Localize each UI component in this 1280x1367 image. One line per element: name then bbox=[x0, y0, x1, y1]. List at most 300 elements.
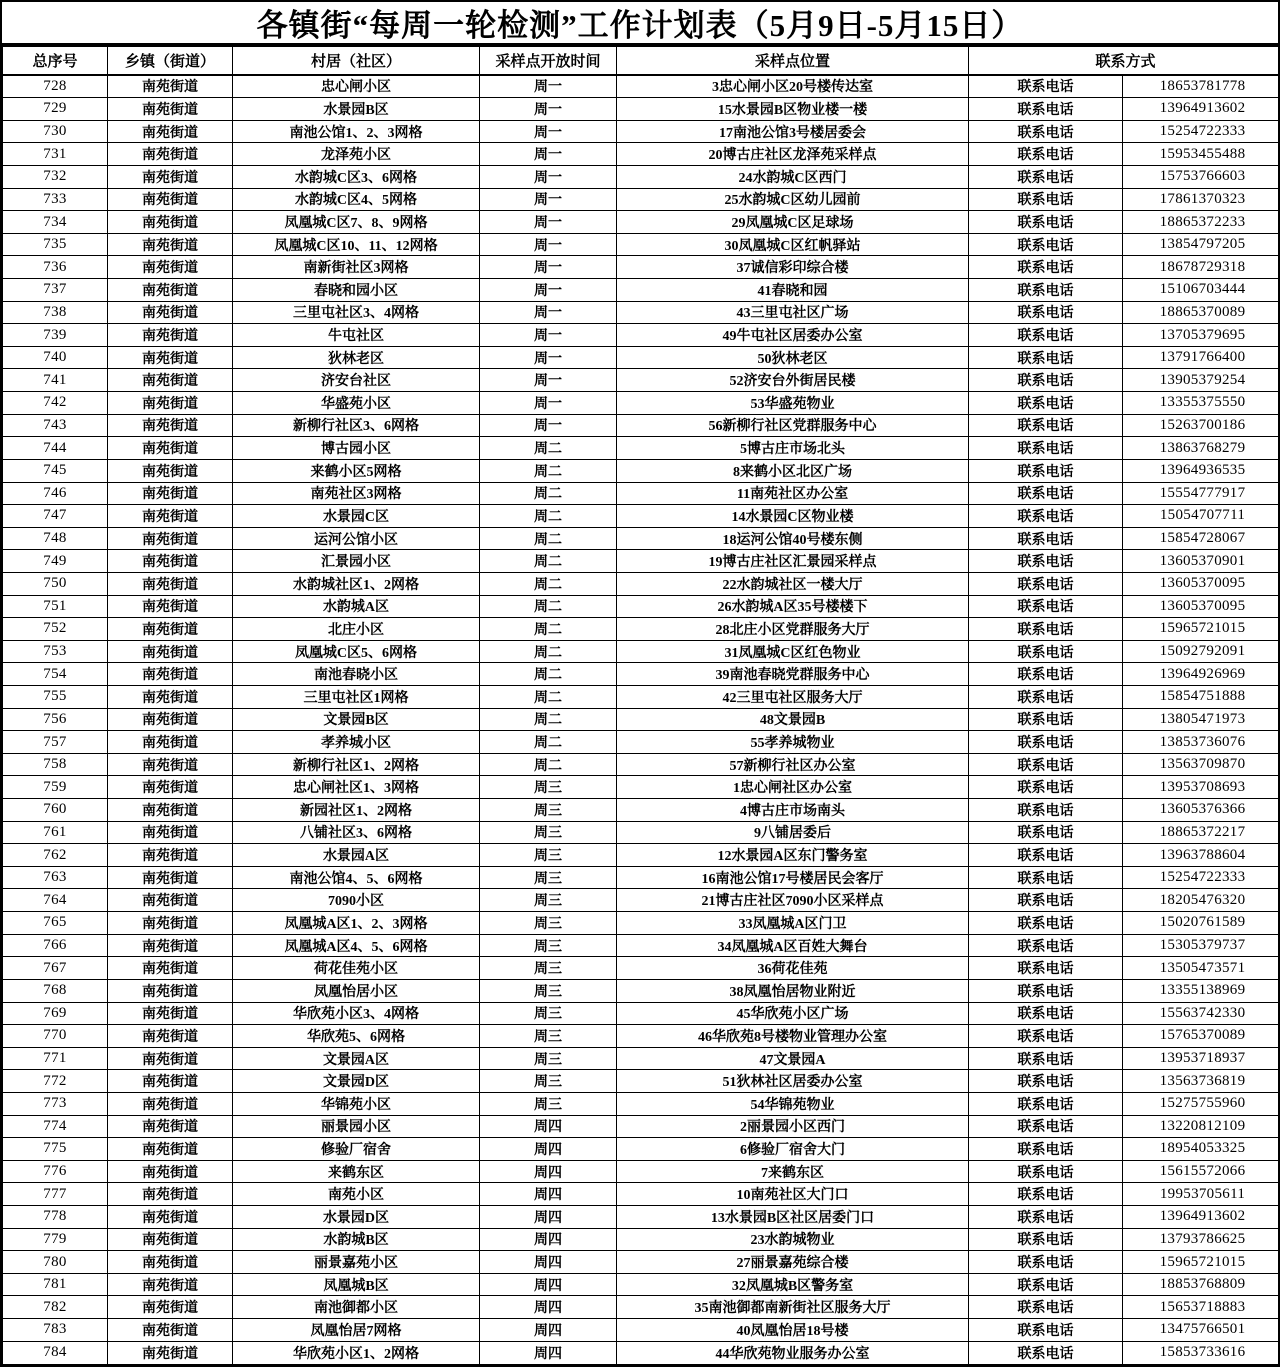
table-row bbox=[3, 188, 1280, 211]
cell-village: 丽景嘉苑小区 bbox=[233, 1251, 480, 1274]
cell-contact-label: 联系电话 bbox=[969, 256, 1123, 279]
cell-location: 16南池公馆17号楼居民会客厅 bbox=[617, 866, 969, 889]
cell-phone: 13705379695 bbox=[1123, 324, 1280, 347]
cell-township: 南苑街道 bbox=[108, 1319, 233, 1342]
cell-location: 49牛屯社区居委办公室 bbox=[617, 324, 969, 347]
cell-location: 1忠心闸社区办公室 bbox=[617, 776, 969, 799]
cell-open-day: 周一 bbox=[480, 165, 617, 188]
cell-contact-label: 联系电话 bbox=[969, 1115, 1123, 1138]
table-row bbox=[3, 75, 1280, 98]
cell-phone: 15953455488 bbox=[1123, 143, 1280, 166]
cell-contact-label: 联系电话 bbox=[969, 618, 1123, 641]
cell-village: 文景园B区 bbox=[233, 708, 480, 731]
table-row bbox=[3, 1296, 1280, 1319]
cell-village: 龙泽苑小区 bbox=[233, 143, 480, 166]
cell-phone: 13854797205 bbox=[1123, 233, 1280, 256]
cell-serial: 741 bbox=[3, 369, 108, 392]
cell-open-day: 周四 bbox=[480, 1228, 617, 1251]
cell-township: 南苑街道 bbox=[108, 979, 233, 1002]
cell-location: 40凤凰怡居18号楼 bbox=[617, 1319, 969, 1342]
cell-contact-label: 联系电话 bbox=[969, 459, 1123, 482]
cell-phone: 13505473571 bbox=[1123, 957, 1280, 980]
cell-township: 南苑街道 bbox=[108, 640, 233, 663]
cell-location: 9八铺居委后 bbox=[617, 821, 969, 844]
cell-township: 南苑街道 bbox=[108, 346, 233, 369]
cell-open-day: 周四 bbox=[480, 1251, 617, 1274]
cell-contact-label: 联系电话 bbox=[969, 572, 1123, 595]
cell-township: 南苑街道 bbox=[108, 1183, 233, 1206]
cell-phone: 13355375550 bbox=[1123, 392, 1280, 415]
cell-township: 南苑街道 bbox=[108, 572, 233, 595]
table-row bbox=[3, 527, 1280, 550]
cell-township: 南苑街道 bbox=[108, 595, 233, 618]
table-row bbox=[3, 550, 1280, 573]
table-row bbox=[3, 572, 1280, 595]
cell-phone: 18865372217 bbox=[1123, 821, 1280, 844]
table-row bbox=[3, 279, 1280, 302]
cell-township: 南苑街道 bbox=[108, 369, 233, 392]
cell-village: 南池公馆4、5、6网格 bbox=[233, 866, 480, 889]
cell-township: 南苑街道 bbox=[108, 1273, 233, 1296]
cell-phone: 13964913602 bbox=[1123, 98, 1280, 121]
cell-township: 南苑街道 bbox=[108, 98, 233, 121]
table-row bbox=[3, 618, 1280, 641]
cell-contact-label: 联系电话 bbox=[969, 1138, 1123, 1161]
cell-township: 南苑街道 bbox=[108, 821, 233, 844]
cell-open-day: 周二 bbox=[480, 686, 617, 709]
cell-township: 南苑街道 bbox=[108, 392, 233, 415]
cell-serial: 763 bbox=[3, 866, 108, 889]
cell-contact-label: 联系电话 bbox=[969, 392, 1123, 415]
cell-contact-label: 联系电话 bbox=[969, 165, 1123, 188]
cell-township: 南苑街道 bbox=[108, 663, 233, 686]
cell-open-day: 周二 bbox=[480, 437, 617, 460]
cell-contact-label: 联系电话 bbox=[969, 1319, 1123, 1342]
cell-phone: 15263700186 bbox=[1123, 414, 1280, 437]
cell-serial: 755 bbox=[3, 686, 108, 709]
cell-phone: 15254722333 bbox=[1123, 866, 1280, 889]
table-row bbox=[3, 640, 1280, 663]
cell-township: 南苑街道 bbox=[108, 527, 233, 550]
cell-serial: 774 bbox=[3, 1115, 108, 1138]
cell-location: 7来鹤东区 bbox=[617, 1160, 969, 1183]
cell-contact-label: 联系电话 bbox=[969, 527, 1123, 550]
cell-open-day: 周二 bbox=[480, 527, 617, 550]
table-row bbox=[3, 414, 1280, 437]
cell-phone: 18853768809 bbox=[1123, 1273, 1280, 1296]
table-row bbox=[3, 708, 1280, 731]
cell-phone: 13953708693 bbox=[1123, 776, 1280, 799]
cell-township: 南苑街道 bbox=[108, 256, 233, 279]
cell-village: 凤凰怡居小区 bbox=[233, 979, 480, 1002]
col-header-village: 村居（社区） bbox=[233, 47, 480, 75]
table-row bbox=[3, 1047, 1280, 1070]
cell-open-day: 周三 bbox=[480, 957, 617, 980]
cell-contact-label: 联系电话 bbox=[969, 414, 1123, 437]
cell-contact-label: 联系电话 bbox=[969, 143, 1123, 166]
plan-table bbox=[2, 46, 1280, 1365]
cell-village: 水韵城C区4、5网格 bbox=[233, 188, 480, 211]
cell-serial: 761 bbox=[3, 821, 108, 844]
cell-serial: 781 bbox=[3, 1273, 108, 1296]
cell-phone: 18653781778 bbox=[1123, 75, 1280, 98]
cell-phone: 15615572066 bbox=[1123, 1160, 1280, 1183]
table-row bbox=[3, 324, 1280, 347]
cell-contact-label: 联系电话 bbox=[969, 1002, 1123, 1025]
cell-serial: 783 bbox=[3, 1319, 108, 1342]
cell-contact-label: 联系电话 bbox=[969, 188, 1123, 211]
cell-serial: 758 bbox=[3, 753, 108, 776]
cell-location: 19博古庄社区汇景园采样点 bbox=[617, 550, 969, 573]
cell-location: 26水韵城A区35号楼楼下 bbox=[617, 595, 969, 618]
cell-location: 14水景园C区物业楼 bbox=[617, 505, 969, 528]
cell-village: 新柳行社区3、6网格 bbox=[233, 414, 480, 437]
cell-phone: 13964926969 bbox=[1123, 663, 1280, 686]
table-row bbox=[3, 731, 1280, 754]
cell-contact-label: 联系电话 bbox=[969, 776, 1123, 799]
cell-township: 南苑街道 bbox=[108, 1228, 233, 1251]
cell-contact-label: 联系电话 bbox=[969, 1160, 1123, 1183]
cell-open-day: 周一 bbox=[480, 143, 617, 166]
cell-township: 南苑街道 bbox=[108, 866, 233, 889]
table-row bbox=[3, 776, 1280, 799]
cell-serial: 749 bbox=[3, 550, 108, 573]
cell-village: 凤凰怡居7网格 bbox=[233, 1319, 480, 1342]
cell-open-day: 周三 bbox=[480, 1047, 617, 1070]
cell-contact-label: 联系电话 bbox=[969, 1183, 1123, 1206]
cell-location: 36荷花佳苑 bbox=[617, 957, 969, 980]
cell-township: 南苑街道 bbox=[108, 165, 233, 188]
cell-phone: 13805471973 bbox=[1123, 708, 1280, 731]
cell-contact-label: 联系电话 bbox=[969, 279, 1123, 302]
cell-township: 南苑街道 bbox=[108, 889, 233, 912]
cell-location: 53华盛苑物业 bbox=[617, 392, 969, 415]
cell-village: 华欣苑5、6网格 bbox=[233, 1025, 480, 1048]
cell-township: 南苑街道 bbox=[108, 1296, 233, 1319]
cell-serial: 770 bbox=[3, 1025, 108, 1048]
table-row bbox=[3, 143, 1280, 166]
cell-township: 南苑街道 bbox=[108, 753, 233, 776]
cell-village: 文景园D区 bbox=[233, 1070, 480, 1093]
cell-serial: 748 bbox=[3, 527, 108, 550]
cell-contact-label: 联系电话 bbox=[969, 708, 1123, 731]
cell-phone: 17861370323 bbox=[1123, 188, 1280, 211]
cell-village: 新园社区1、2网格 bbox=[233, 799, 480, 822]
cell-village: 南池公馆1、2、3网格 bbox=[233, 120, 480, 143]
cell-open-day: 周一 bbox=[480, 75, 617, 98]
cell-location: 2丽景园小区西门 bbox=[617, 1115, 969, 1138]
cell-location: 57新柳行社区办公室 bbox=[617, 753, 969, 776]
table-row bbox=[3, 392, 1280, 415]
cell-contact-label: 联系电话 bbox=[969, 233, 1123, 256]
cell-location: 55孝养城物业 bbox=[617, 731, 969, 754]
cell-serial: 738 bbox=[3, 301, 108, 324]
cell-serial: 735 bbox=[3, 233, 108, 256]
cell-open-day: 周三 bbox=[480, 1002, 617, 1025]
cell-serial: 753 bbox=[3, 640, 108, 663]
cell-village: 来鹤小区5网格 bbox=[233, 459, 480, 482]
cell-phone: 15765370089 bbox=[1123, 1025, 1280, 1048]
cell-serial: 737 bbox=[3, 279, 108, 302]
cell-phone: 13953718937 bbox=[1123, 1047, 1280, 1070]
cell-location: 23水韵城物业 bbox=[617, 1228, 969, 1251]
cell-village: 三里屯社区1网格 bbox=[233, 686, 480, 709]
cell-serial: 746 bbox=[3, 482, 108, 505]
table-row bbox=[3, 595, 1280, 618]
cell-serial: 733 bbox=[3, 188, 108, 211]
cell-location: 3忠心闸小区20号楼传达室 bbox=[617, 75, 969, 98]
cell-open-day: 周二 bbox=[480, 595, 617, 618]
cell-open-day: 周一 bbox=[480, 346, 617, 369]
cell-open-day: 周四 bbox=[480, 1183, 617, 1206]
cell-village: 水景园A区 bbox=[233, 844, 480, 867]
table-row bbox=[3, 256, 1280, 279]
cell-open-day: 周二 bbox=[480, 663, 617, 686]
cell-serial: 754 bbox=[3, 663, 108, 686]
cell-township: 南苑街道 bbox=[108, 211, 233, 234]
cell-phone: 15965721015 bbox=[1123, 618, 1280, 641]
cell-contact-label: 联系电话 bbox=[969, 866, 1123, 889]
cell-phone: 13964913602 bbox=[1123, 1206, 1280, 1229]
cell-open-day: 周一 bbox=[480, 392, 617, 415]
cell-open-day: 周三 bbox=[480, 1092, 617, 1115]
cell-contact-label: 联系电话 bbox=[969, 979, 1123, 1002]
cell-contact-label: 联系电话 bbox=[969, 1341, 1123, 1364]
col-header-contact: 联系方式 bbox=[969, 47, 1280, 75]
cell-township: 南苑街道 bbox=[108, 1251, 233, 1274]
table-row bbox=[3, 912, 1280, 935]
cell-location: 52济安台外街居民楼 bbox=[617, 369, 969, 392]
cell-village: 华盛苑小区 bbox=[233, 392, 480, 415]
cell-location: 5博古庄市场北头 bbox=[617, 437, 969, 460]
cell-location: 35南池御都南新街社区服务大厅 bbox=[617, 1296, 969, 1319]
cell-village: 汇景园小区 bbox=[233, 550, 480, 573]
cell-village: 凤凰城C区5、6网格 bbox=[233, 640, 480, 663]
cell-phone: 13605370901 bbox=[1123, 550, 1280, 573]
cell-contact-label: 联系电话 bbox=[969, 324, 1123, 347]
cell-phone: 15275755960 bbox=[1123, 1092, 1280, 1115]
cell-location: 31凤凰城C区红色物业 bbox=[617, 640, 969, 663]
cell-phone: 13563709870 bbox=[1123, 753, 1280, 776]
cell-phone: 13853736076 bbox=[1123, 731, 1280, 754]
cell-serial: 736 bbox=[3, 256, 108, 279]
cell-serial: 769 bbox=[3, 1002, 108, 1025]
cell-location: 11南苑社区办公室 bbox=[617, 482, 969, 505]
cell-location: 32凤凰城B区警务室 bbox=[617, 1273, 969, 1296]
cell-open-day: 周三 bbox=[480, 866, 617, 889]
cell-township: 南苑街道 bbox=[108, 414, 233, 437]
cell-phone: 15653718883 bbox=[1123, 1296, 1280, 1319]
cell-village: 凤凰城A区4、5、6网格 bbox=[233, 934, 480, 957]
cell-location: 18运河公馆40号楼东侧 bbox=[617, 527, 969, 550]
table-row bbox=[3, 799, 1280, 822]
table-row bbox=[3, 934, 1280, 957]
cell-open-day: 周二 bbox=[480, 618, 617, 641]
cell-contact-label: 联系电话 bbox=[969, 505, 1123, 528]
table-row bbox=[3, 1160, 1280, 1183]
cell-open-day: 周四 bbox=[480, 1341, 617, 1364]
cell-contact-label: 联系电话 bbox=[969, 1092, 1123, 1115]
cell-location: 41春晓和园 bbox=[617, 279, 969, 302]
cell-open-day: 周一 bbox=[480, 324, 617, 347]
cell-location: 8来鹤小区北区广场 bbox=[617, 459, 969, 482]
cell-phone: 13475766501 bbox=[1123, 1319, 1280, 1342]
table-row bbox=[3, 1228, 1280, 1251]
table-row bbox=[3, 1115, 1280, 1138]
cell-phone: 18865372233 bbox=[1123, 211, 1280, 234]
cell-open-day: 周三 bbox=[480, 912, 617, 935]
cell-village: 济安台社区 bbox=[233, 369, 480, 392]
cell-location: 34凤凰城A区百姓大舞台 bbox=[617, 934, 969, 957]
cell-township: 南苑街道 bbox=[108, 731, 233, 754]
cell-serial: 780 bbox=[3, 1251, 108, 1274]
cell-serial: 752 bbox=[3, 618, 108, 641]
cell-village: 华锦苑小区 bbox=[233, 1092, 480, 1115]
cell-village: 丽景园小区 bbox=[233, 1115, 480, 1138]
cell-village: 运河公馆小区 bbox=[233, 527, 480, 550]
cell-village: 南池春晓小区 bbox=[233, 663, 480, 686]
cell-township: 南苑街道 bbox=[108, 75, 233, 98]
cell-phone: 19953705611 bbox=[1123, 1183, 1280, 1206]
cell-contact-label: 联系电话 bbox=[969, 211, 1123, 234]
cell-contact-label: 联系电话 bbox=[969, 844, 1123, 867]
cell-location: 15水景园B区物业楼一楼 bbox=[617, 98, 969, 121]
cell-township: 南苑街道 bbox=[108, 120, 233, 143]
cell-open-day: 周二 bbox=[480, 550, 617, 573]
cell-location: 42三里屯社区服务大厅 bbox=[617, 686, 969, 709]
cell-township: 南苑街道 bbox=[108, 1002, 233, 1025]
cell-open-day: 周一 bbox=[480, 120, 617, 143]
table-row bbox=[3, 369, 1280, 392]
cell-open-day: 周三 bbox=[480, 776, 617, 799]
cell-serial: 747 bbox=[3, 505, 108, 528]
cell-open-day: 周一 bbox=[480, 301, 617, 324]
cell-phone: 15020761589 bbox=[1123, 912, 1280, 935]
cell-township: 南苑街道 bbox=[108, 459, 233, 482]
cell-contact-label: 联系电话 bbox=[969, 912, 1123, 935]
cell-contact-label: 联系电话 bbox=[969, 821, 1123, 844]
cell-location: 43三里屯社区广场 bbox=[617, 301, 969, 324]
cell-open-day: 周二 bbox=[480, 482, 617, 505]
table-row bbox=[3, 686, 1280, 709]
cell-contact-label: 联系电话 bbox=[969, 1251, 1123, 1274]
table-row bbox=[3, 301, 1280, 324]
cell-village: 华欣苑小区3、4网格 bbox=[233, 1002, 480, 1025]
table-row bbox=[3, 979, 1280, 1002]
cell-location: 46华欣苑8号楼物业管理办公室 bbox=[617, 1025, 969, 1048]
cell-township: 南苑街道 bbox=[108, 708, 233, 731]
cell-phone: 13605370095 bbox=[1123, 572, 1280, 595]
cell-township: 南苑街道 bbox=[108, 324, 233, 347]
cell-village: 水景园D区 bbox=[233, 1206, 480, 1229]
table-row bbox=[3, 98, 1280, 121]
cell-village: 凤凰城A区1、2、3网格 bbox=[233, 912, 480, 935]
cell-phone: 13964936535 bbox=[1123, 459, 1280, 482]
cell-open-day: 周三 bbox=[480, 844, 617, 867]
cell-serial: 760 bbox=[3, 799, 108, 822]
cell-serial: 766 bbox=[3, 934, 108, 957]
table-row bbox=[3, 889, 1280, 912]
cell-open-day: 周一 bbox=[480, 279, 617, 302]
cell-phone: 15554777917 bbox=[1123, 482, 1280, 505]
cell-contact-label: 联系电话 bbox=[969, 663, 1123, 686]
cell-village: 文景园A区 bbox=[233, 1047, 480, 1070]
cell-contact-label: 联系电话 bbox=[969, 437, 1123, 460]
cell-township: 南苑街道 bbox=[108, 550, 233, 573]
cell-contact-label: 联系电话 bbox=[969, 731, 1123, 754]
cell-serial: 764 bbox=[3, 889, 108, 912]
cell-location: 13水景园B区社区居委门口 bbox=[617, 1206, 969, 1229]
cell-township: 南苑街道 bbox=[108, 1115, 233, 1138]
cell-township: 南苑街道 bbox=[108, 1160, 233, 1183]
cell-contact-label: 联系电话 bbox=[969, 934, 1123, 957]
cell-serial: 743 bbox=[3, 414, 108, 437]
cell-phone: 13563736819 bbox=[1123, 1070, 1280, 1093]
table-row bbox=[3, 437, 1280, 460]
cell-phone: 15853733616 bbox=[1123, 1341, 1280, 1364]
cell-open-day: 周四 bbox=[480, 1296, 617, 1319]
cell-village: 来鹤东区 bbox=[233, 1160, 480, 1183]
cell-contact-label: 联系电话 bbox=[969, 1206, 1123, 1229]
cell-contact-label: 联系电话 bbox=[969, 889, 1123, 912]
cell-contact-label: 联系电话 bbox=[969, 550, 1123, 573]
cell-township: 南苑街道 bbox=[108, 437, 233, 460]
cell-serial: 730 bbox=[3, 120, 108, 143]
cell-open-day: 周三 bbox=[480, 934, 617, 957]
table-row bbox=[3, 1251, 1280, 1274]
cell-village: 忠心闸社区1、3网格 bbox=[233, 776, 480, 799]
col-header-township: 乡镇（街道） bbox=[108, 47, 233, 75]
cell-location: 21博古庄社区7090小区采样点 bbox=[617, 889, 969, 912]
cell-township: 南苑街道 bbox=[108, 1047, 233, 1070]
cell-open-day: 周三 bbox=[480, 979, 617, 1002]
cell-serial: 728 bbox=[3, 75, 108, 98]
cell-open-day: 周四 bbox=[480, 1160, 617, 1183]
cell-serial: 751 bbox=[3, 595, 108, 618]
cell-township: 南苑街道 bbox=[108, 482, 233, 505]
cell-open-day: 周二 bbox=[480, 731, 617, 754]
cell-township: 南苑街道 bbox=[108, 1070, 233, 1093]
cell-open-day: 周一 bbox=[480, 211, 617, 234]
cell-open-day: 周三 bbox=[480, 889, 617, 912]
cell-serial: 782 bbox=[3, 1296, 108, 1319]
cell-village: 7090小区 bbox=[233, 889, 480, 912]
table-row bbox=[3, 1025, 1280, 1048]
table-row bbox=[3, 165, 1280, 188]
cell-village: 孝养城小区 bbox=[233, 731, 480, 754]
cell-serial: 768 bbox=[3, 979, 108, 1002]
cell-location: 50狄林老区 bbox=[617, 346, 969, 369]
cell-phone: 13605370095 bbox=[1123, 595, 1280, 618]
cell-village: 北庄小区 bbox=[233, 618, 480, 641]
cell-open-day: 周二 bbox=[480, 459, 617, 482]
cell-serial: 734 bbox=[3, 211, 108, 234]
header-row bbox=[3, 47, 1280, 75]
cell-contact-label: 联系电话 bbox=[969, 301, 1123, 324]
cell-serial: 773 bbox=[3, 1092, 108, 1115]
table-row bbox=[3, 1273, 1280, 1296]
table-row bbox=[3, 1070, 1280, 1093]
table-row bbox=[3, 663, 1280, 686]
table-row bbox=[3, 505, 1280, 528]
cell-serial: 745 bbox=[3, 459, 108, 482]
cell-village: 南池御都小区 bbox=[233, 1296, 480, 1319]
cell-location: 29凤凰城C区足球场 bbox=[617, 211, 969, 234]
cell-township: 南苑街道 bbox=[108, 776, 233, 799]
cell-village: 春晓和园小区 bbox=[233, 279, 480, 302]
table-row bbox=[3, 753, 1280, 776]
cell-township: 南苑街道 bbox=[108, 618, 233, 641]
